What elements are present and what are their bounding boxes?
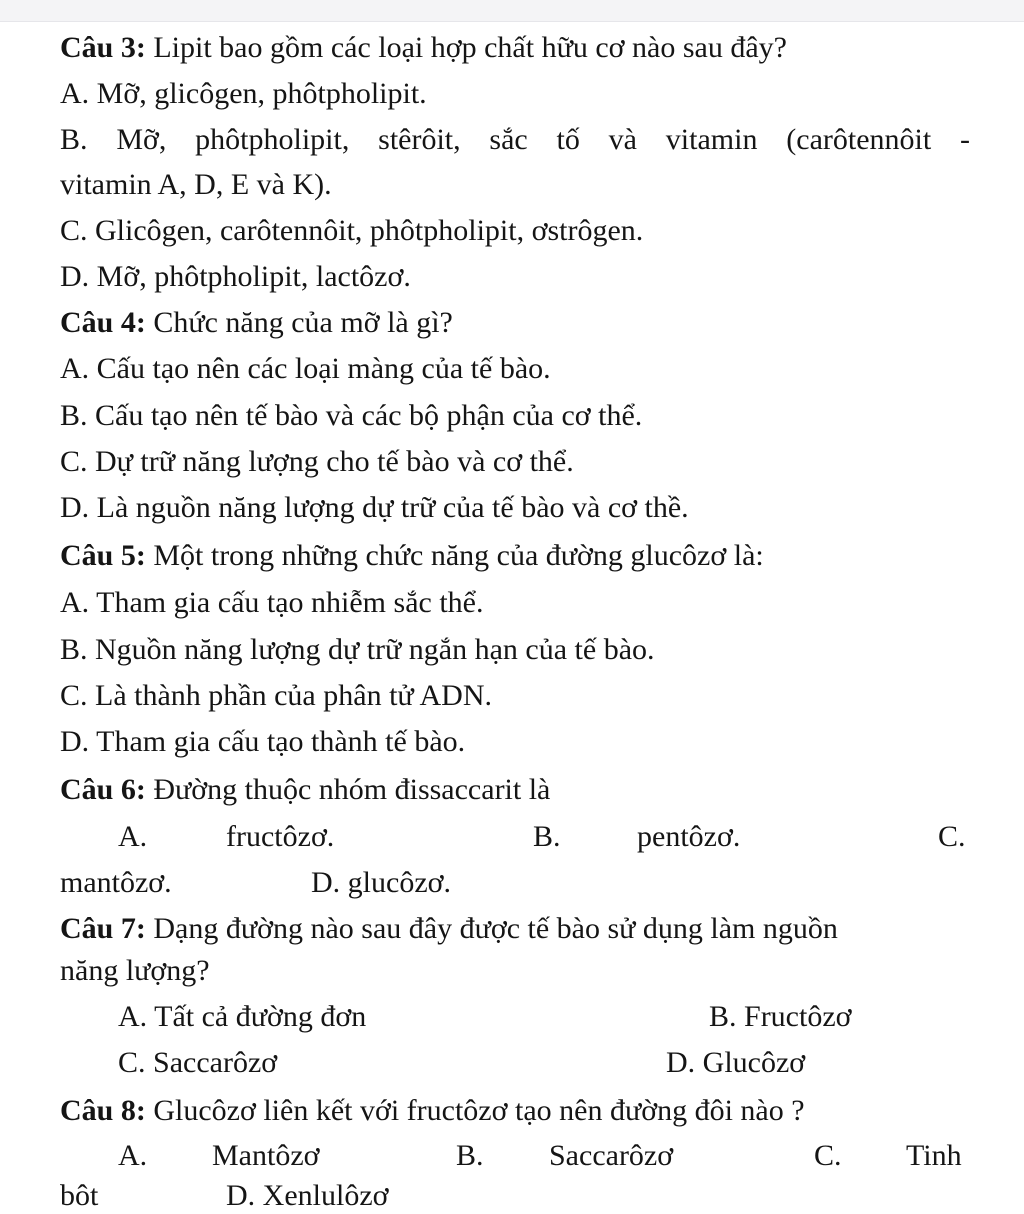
question-8-text: Glucôzơ liên kết với fructôzơ tạo nên đường đôi nào ? [145, 1094, 805, 1127]
question-5-option-c: C. Là thành phần của phân tử ADN. [60, 679, 492, 712]
question-5-title [60, 538, 764, 574]
question-7-text-line2: năng lượng? [60, 954, 210, 987]
question-4-option-d: D. Là nguồn năng lượng dự trữ của tế bào và cơ thề. [60, 491, 689, 524]
question-7-text-line1: Dạng đường nào sau đây được tế bào sử dụng làm nguồn [145, 912, 838, 945]
question-6-option-c-letter: C. [938, 820, 966, 853]
question-8-option-b-text: Saccarôzơ [549, 1139, 674, 1172]
question-4-text: Chức năng của mỡ là gì? [145, 306, 453, 339]
question-8-option-c-letter: C. [814, 1139, 842, 1172]
question-5-text: Một trong những chức năng của đường glucôzơ là: [145, 539, 764, 572]
question-5-option-b: B. Nguồn năng lượng dự trữ ngắn hạn của tế bào. [60, 633, 655, 666]
question-7-option-d: D. Glucôzơ [666, 1046, 806, 1079]
question-8-option-a-letter: A. [118, 1139, 148, 1172]
question-7-title-line1 [60, 911, 838, 947]
question-8-option-b-letter: B. [456, 1139, 484, 1172]
question-6-label: Câu 6: [60, 773, 146, 806]
question-3-option-d: D. Mỡ, phôtpholipit, lactôzơ. [60, 260, 411, 293]
question-7-option-a: A. Tất cả đường đơn [118, 1000, 367, 1033]
question-7-option-c: C. Saccarôzơ [118, 1046, 278, 1079]
question-8-option-c-continued: bôt [60, 1179, 99, 1212]
question-6-option-a-text: fructôzơ. [226, 820, 335, 853]
question-3-option-c: C. Glicôgen, carôtennôit, phôtpholipit, ơstrôgen. [60, 214, 644, 247]
question-8-option-d: D. Xenlulôzơ [226, 1179, 389, 1212]
question-3-option-b-line2: vitamin A, D, E và K). [60, 168, 332, 201]
question-3-label: Câu 3: [60, 31, 146, 64]
question-4-option-a: A. Cấu tạo nên các loại màng của tế bào. [60, 352, 551, 385]
question-3-text: Lipit bao gồm các loại hợp chất hữu cơ nào sau đây? [145, 31, 787, 64]
question-7-option-b: B. Fructôzơ [709, 1000, 852, 1033]
question-3-option-b-line1: B. Mỡ, phôtpholipit, stêrôit, sắc tố và vitamin (carôtennôit - [60, 123, 970, 156]
question-3-option-a: A. Mỡ, glicôgen, phôtpholipit. [60, 77, 427, 110]
question-5-option-d: D. Tham gia cấu tạo thành tế bào. [60, 725, 466, 758]
question-5-option-a: A. Tham gia cấu tạo nhiễm sắc thể. [60, 586, 484, 619]
window-top-bar [0, 0, 1024, 22]
question-6-option-a-letter: A. [118, 820, 148, 853]
question-6-option-c-text: mantôzơ. [60, 866, 172, 899]
question-8-label: Câu 8: [60, 1094, 146, 1127]
question-4-label: Câu 4: [60, 306, 146, 339]
question-6-title [60, 772, 550, 808]
question-6-option-b-letter: B. [533, 820, 561, 853]
question-6-text: Đường thuộc nhóm đissaccarit là [145, 773, 551, 806]
question-4-option-b: B. Cấu tạo nên tế bào và các bộ phận của cơ thể. [60, 399, 643, 432]
question-7-label: Câu 7: [60, 912, 146, 945]
question-8-option-a-text: Mantôzơ [212, 1139, 320, 1172]
question-3-title [60, 30, 787, 66]
question-4-title [60, 305, 453, 341]
question-6-option-d: D. glucôzơ. [311, 866, 451, 899]
question-4-option-c: C. Dự trữ năng lượng cho tế bào và cơ thể. [60, 445, 574, 478]
question-8-option-c-text: Tinh [906, 1139, 962, 1172]
question-5-label: Câu 5: [60, 539, 146, 572]
question-6-option-b-text: pentôzơ. [637, 820, 741, 853]
question-8-title [60, 1093, 805, 1129]
